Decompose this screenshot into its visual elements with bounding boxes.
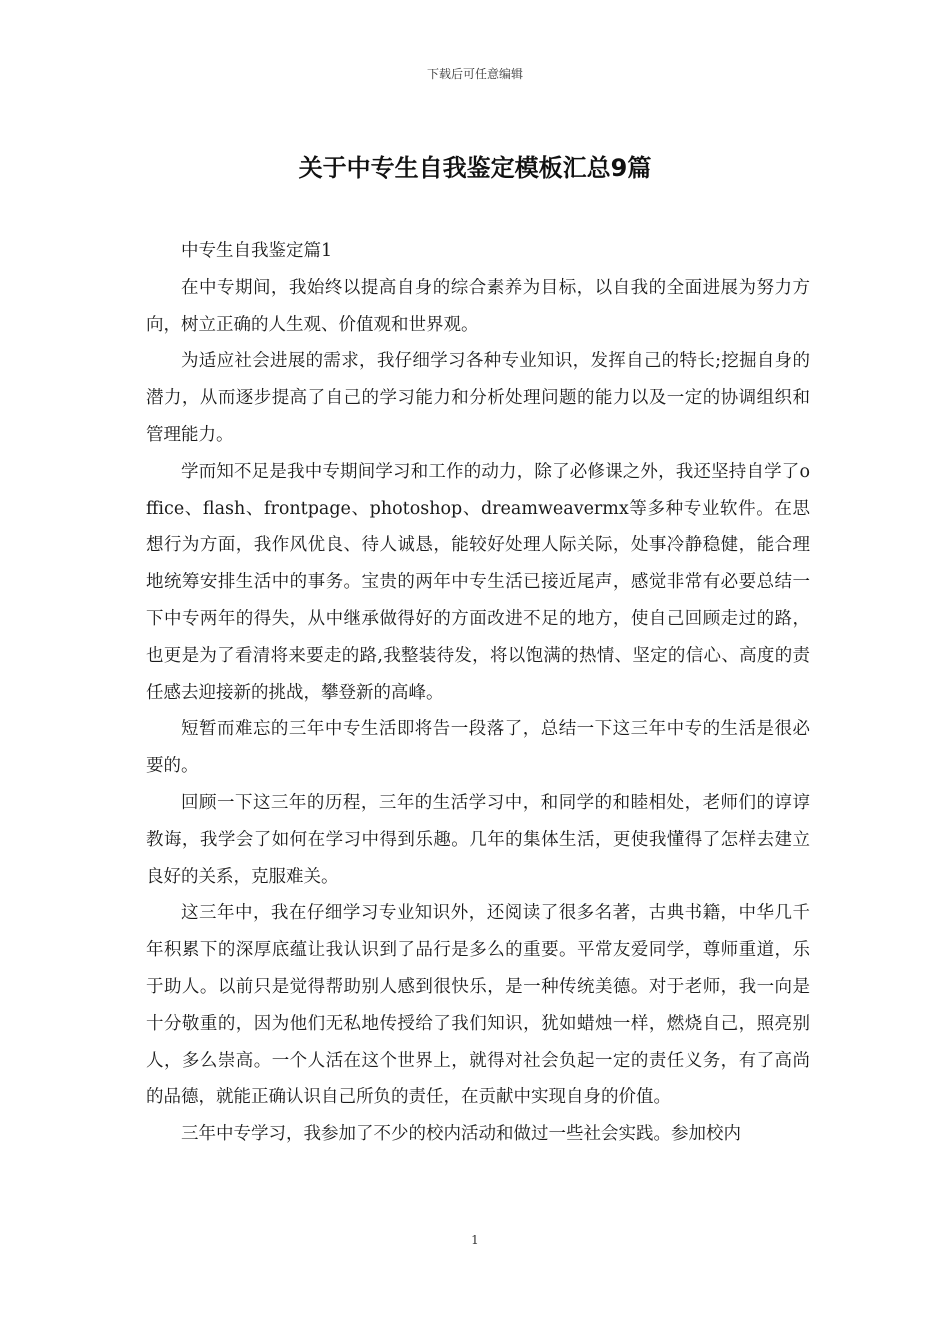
body-paragraph: 短暂而难忘的三年中专生活即将告一段落了，总结一下这三年中专的生活是很必要的。 [146, 719, 810, 777]
body-paragraph: 在中专期间，我始终以提高自身的综合素养为目标，以自我的全面进展为努力方向，树立正确的人生观、价值观和世界观。 [146, 277, 810, 335]
body-paragraph: 为适应社会进展的需求，我仔细学习各种专业知识，发挥自己的特长;挖掘自身的潜力，从而逐步提高了自己的学习能力和分析处理问题的能力以及一定的协调组织和管理能力。 [146, 351, 810, 445]
body-paragraph: 回顾一下这三年的历程，三年的生活学习中，和同学的和睦相处，老师们的谆谆教诲，我学会了如何在学习中得到乐趣。几年的集体生活，更使我懂得了怎样去建立良好的关系，克服难关。 [146, 792, 810, 887]
document-body [146, 233, 810, 1153]
document-title: 关于中专生自我鉴定模板汇总9篇 [298, 154, 652, 182]
section-heading: 中专生自我鉴定篇1 [181, 241, 333, 261]
body-paragraph: 这三年中，我在仔细学习专业知识外，还阅读了很多名著，古典书籍，中华几千年积累下的深厚底蕴让我认识到了品行是多么的重要。平常友爱同学，尊师重道，乐于助人。以前只是觉得帮助别人感到很快乐，是一种传统美德。对于老师，我一向是十分敬重的，因为他们无私地传授给了我们知识，犹如蜡烛一样，燃烧自己，照亮别人，多么崇高。一个人活在这个世界上，就得对社会负起一定的责任义务，有了高尚的品德，就能正确认识自己所负的责任，在贡献中实现自身的价值。 [146, 903, 810, 1108]
body-paragraph: 三年中专学习，我参加了不少的校内活动和做过一些社会实践。参加校内 [181, 1124, 741, 1145]
page-number: 1 [471, 1233, 479, 1247]
body-paragraph: 学而知不足是我中专期间学习和工作的动力，除了必修课之外，我还坚持自学了office、flash、frontpage、photoshop、dreamweavermx等多种专业软件。在思想行为方面，我作风优良、待人诚恳，能较好处理人际关际，处事冷静稳健，能合理地统筹安排生活中的事务。宝贵的两年中专生活已接近尾声，感觉非常有必要总结一下中专两年的得失，从中继承做得好的方面改进不足的地方，使自己回顾走过的路，也更是为了看清将来要走的路,我整装待发，将以饱满的热情、坚定的信心、高度的责任感去迎接新的挑战，攀登新的高峰。 [146, 461, 810, 703]
page-header-note: 下载后可任意编辑 [426, 67, 523, 81]
